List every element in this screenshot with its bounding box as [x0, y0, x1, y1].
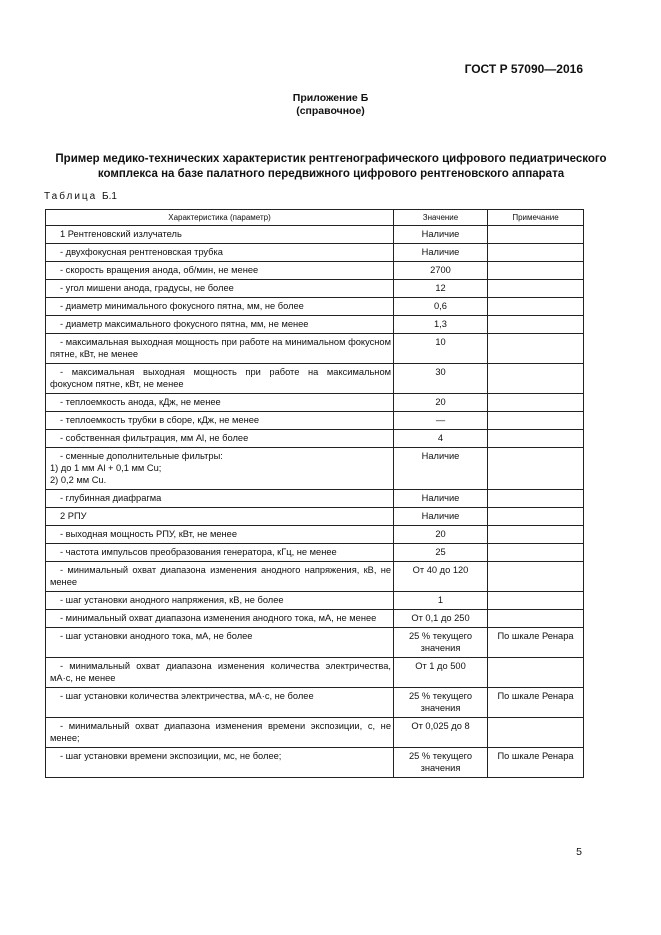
row-parameter: - минимальный охват диапазона изменения анодного напряжения, кВ, не менее — [50, 565, 391, 587]
table-row — [46, 526, 584, 544]
row-note — [488, 316, 584, 334]
table-caption-word: Таблица — [44, 191, 98, 202]
row-parameter: - частота импульсов преобразования генератора, кГц, не менее — [60, 547, 337, 557]
row-parameter-cell — [46, 334, 394, 364]
table-row — [46, 430, 584, 448]
row-value: 12 — [394, 280, 488, 298]
table-caption-number: Б.1 — [102, 191, 117, 202]
row-note — [488, 364, 584, 394]
annex-title: Приложение Б — [292, 92, 369, 104]
row-value: От 40 до 120 — [394, 562, 488, 592]
row-parameter-cell — [46, 298, 394, 316]
row-note — [488, 658, 584, 688]
row-parameter-cell — [46, 748, 394, 778]
row-parameter: - диаметр минимального фокусного пятна, мм, не более — [60, 301, 304, 311]
row-parameter-cell — [46, 508, 394, 526]
row-value: 25 — [394, 544, 488, 562]
row-parameter: - выходная мощность РПУ, кВт, не менее — [60, 529, 238, 539]
table-header-row — [46, 210, 584, 226]
row-value: 25 % текущего значения — [394, 688, 488, 718]
row-value: 10 — [394, 334, 488, 364]
table-row — [46, 688, 584, 718]
row-parameter-cell — [46, 610, 394, 628]
row-value: От 0,025 до 8 — [394, 718, 488, 748]
row-note: По шкале Ренара — [488, 688, 584, 718]
row-parameter-cell — [46, 628, 394, 658]
row-parameter-subitem: 2) 0,2 мм Cu. — [50, 475, 107, 485]
row-parameter-cell — [46, 226, 394, 244]
row-parameter: - теплоемкость трубки в сборе, кДж, не менее — [60, 415, 260, 425]
table-row — [46, 280, 584, 298]
table-row — [46, 262, 584, 280]
row-value: 25 % текущего значения — [394, 748, 488, 778]
row-value: 2700 — [394, 262, 488, 280]
row-note — [488, 280, 584, 298]
row-note — [488, 262, 584, 280]
row-parameter-cell — [46, 562, 394, 592]
table-row — [46, 610, 584, 628]
header-parameter: Характеристика (параметр) — [46, 210, 394, 226]
row-value: 30 — [394, 364, 488, 394]
row-note — [488, 592, 584, 610]
table-row — [46, 394, 584, 412]
table-caption — [44, 191, 117, 202]
row-value: Наличие — [394, 226, 488, 244]
row-parameter: - скорость вращения анода, об/мин, не менее — [60, 265, 259, 275]
row-parameter-cell — [46, 412, 394, 430]
annex-heading — [0, 92, 661, 118]
row-note — [488, 244, 584, 262]
row-parameter: - угол мишени анода, градусы, не более — [60, 283, 234, 293]
row-parameter-cell — [46, 430, 394, 448]
row-parameter: - минимальный охват диапазона изменения количества электричества, мА·с, не менее — [50, 661, 391, 683]
row-parameter: - минимальный охват диапазона изменения анодного тока, мА, не менее — [60, 613, 377, 623]
row-parameter-cell — [46, 490, 394, 508]
row-parameter: - шаг установки анодного тока, мА, не более — [60, 631, 253, 641]
table-row — [46, 298, 584, 316]
row-value: 0,6 — [394, 298, 488, 316]
row-value: 1,3 — [394, 316, 488, 334]
row-parameter: 1 Рентгеновский излучатель — [60, 229, 182, 239]
row-parameter-cell — [46, 394, 394, 412]
row-note — [488, 298, 584, 316]
table-row — [46, 562, 584, 592]
table-row — [46, 448, 584, 490]
row-parameter: - двухфокусная рентгеновская трубка — [60, 247, 223, 257]
row-parameter: - теплоемкость анода, кДж, не менее — [60, 397, 221, 407]
standard-number: ГОСТ Р 57090—2016 — [464, 62, 583, 76]
row-note — [488, 508, 584, 526]
row-value: — — [394, 412, 488, 430]
row-note: По шкале Ренара — [488, 748, 584, 778]
row-parameter-subitem: 1) до 1 мм Al + 0,1 мм Cu; — [50, 463, 162, 473]
row-value: 1 — [394, 592, 488, 610]
row-parameter: - максимальная выходная мощность при работе на максимальном фокусном пятне, кВт, не менее — [50, 367, 391, 389]
row-parameter-cell — [46, 448, 394, 490]
row-value: 25 % текущего значения — [394, 628, 488, 658]
header-value: Значение — [394, 210, 488, 226]
row-value: Наличие — [394, 448, 488, 490]
row-note — [488, 610, 584, 628]
row-parameter-cell — [46, 544, 394, 562]
row-parameter: 2 РПУ — [60, 511, 87, 521]
row-parameter-cell — [46, 592, 394, 610]
table-row — [46, 226, 584, 244]
row-note — [488, 490, 584, 508]
row-parameter-cell — [46, 688, 394, 718]
row-value: Наличие — [394, 508, 488, 526]
row-parameter: - сменные дополнительные фильтры: — [60, 451, 223, 461]
row-parameter-cell — [46, 316, 394, 334]
row-value: 20 — [394, 526, 488, 544]
row-note — [488, 544, 584, 562]
row-note — [488, 562, 584, 592]
row-parameter-cell — [46, 364, 394, 394]
row-parameter-cell — [46, 244, 394, 262]
table-row — [46, 316, 584, 334]
row-value: От 0,1 до 250 — [394, 610, 488, 628]
row-parameter: - максимальная выходная мощность при работе на минимальном фокусном пятне, кВт, не менее — [50, 337, 391, 359]
section-heading: Пример медико-технических характеристик рентгенографического цифрового педиатрического комплекса на базе палатного передвижного цифрового рентгеновского аппарата — [55, 153, 607, 180]
row-note — [488, 334, 584, 364]
table-row — [46, 490, 584, 508]
row-parameter: - собственная фильтрация, мм Al, не более — [60, 433, 249, 443]
characteristics-table — [45, 209, 584, 778]
table-row — [46, 658, 584, 688]
row-parameter-cell — [46, 262, 394, 280]
row-value: Наличие — [394, 244, 488, 262]
row-note — [488, 526, 584, 544]
row-parameter: - шаг установки количества электричества, мА·с, не более — [60, 691, 314, 701]
row-note — [488, 448, 584, 490]
row-parameter-cell — [46, 718, 394, 748]
row-note — [488, 718, 584, 748]
table-row — [46, 364, 584, 394]
row-parameter: - диаметр максимального фокусного пятна, мм, не менее — [60, 319, 309, 329]
row-value: 4 — [394, 430, 488, 448]
row-parameter: - минимальный охват диапазона изменения времени экспозиции, с, не менее; — [50, 721, 391, 743]
table-row — [46, 628, 584, 658]
table-row — [46, 544, 584, 562]
table-row — [46, 508, 584, 526]
row-value: От 1 до 500 — [394, 658, 488, 688]
annex-note: (справочное) — [296, 105, 365, 117]
row-parameter-cell — [46, 280, 394, 298]
row-value: Наличие — [394, 490, 488, 508]
page-number: 5 — [576, 846, 582, 858]
row-note — [488, 430, 584, 448]
row-parameter-cell — [46, 658, 394, 688]
row-note — [488, 226, 584, 244]
row-parameter: - шаг установки анодного напряжения, кВ, не более — [60, 595, 284, 605]
header-note: Примечание — [488, 210, 584, 226]
table-row — [46, 334, 584, 364]
row-note: По шкале Ренара — [488, 628, 584, 658]
table-row — [46, 244, 584, 262]
table-row — [46, 592, 584, 610]
row-parameter: - шаг установки времени экспозиции, мс, не более; — [60, 751, 282, 761]
table-row — [46, 718, 584, 748]
table-row — [46, 412, 584, 430]
row-parameter: - глубинная диафрагма — [60, 493, 162, 503]
row-parameter-cell — [46, 526, 394, 544]
table-body — [46, 226, 584, 778]
table-row — [46, 748, 584, 778]
row-note — [488, 412, 584, 430]
row-value: 20 — [394, 394, 488, 412]
row-note — [488, 394, 584, 412]
